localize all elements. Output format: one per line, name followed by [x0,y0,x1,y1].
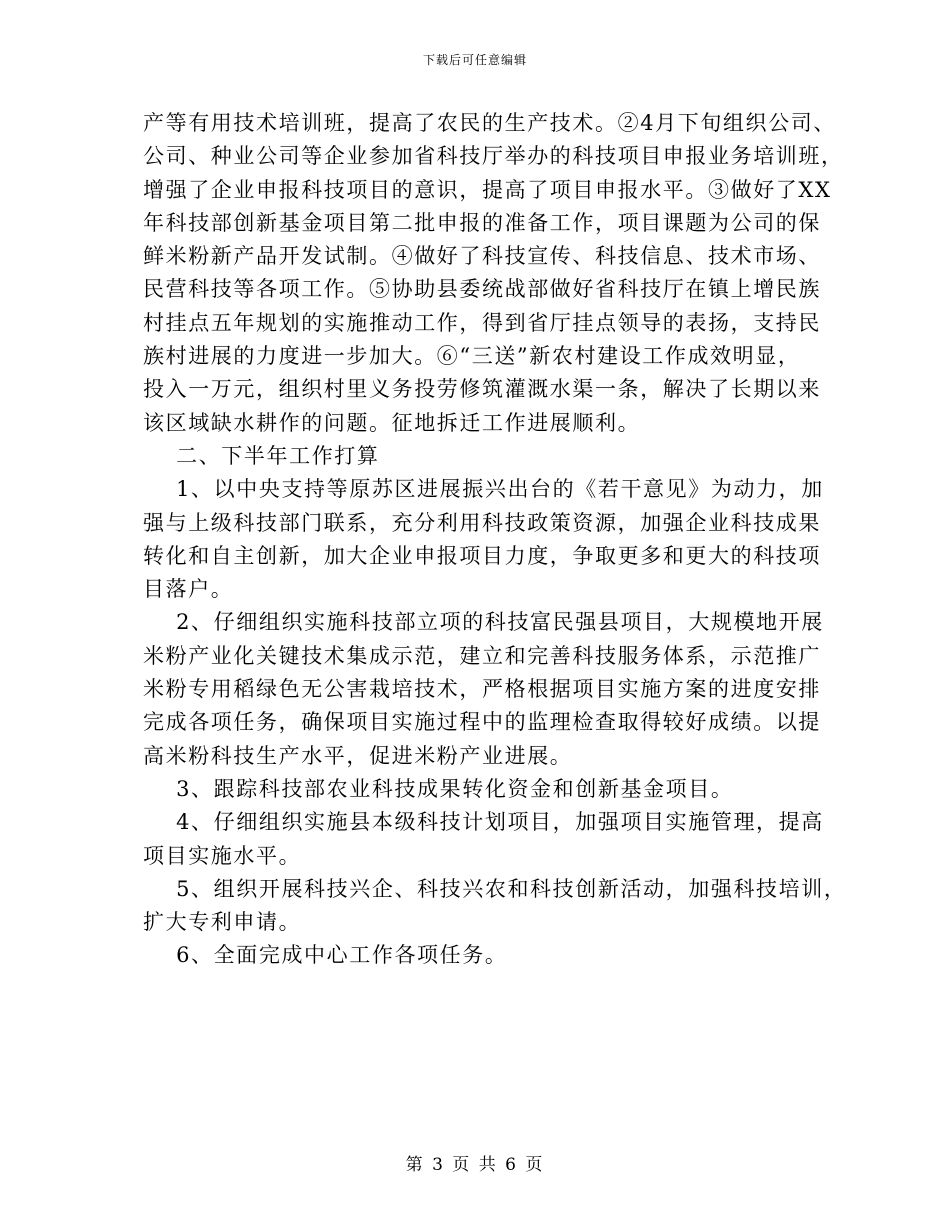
body-line: 2、仔细组织实施科技部立项的科技富民强县项目，大规模地开展 [143,610,824,635]
body-line: 3、跟踪科技部农业科技成果转化资金和创新基金项目。 [143,776,734,801]
body-line: 1、以中央支持等原苏区进展振兴出台的《若干意见》为动力，加 [143,477,824,502]
body-line: 公司、种业公司等企业参加省科技厅举办的科技项目申报业务培训班， [143,144,844,169]
body-line: 投入一万元，组织村里义务投劳修筑灌溉水渠一条，解决了长期以来 [143,377,821,402]
body-line: 增强了企业申报科技项目的意识，提高了项目申报水平。③做好了XX [143,177,832,202]
body-line: 年科技部创新基金项目第二批申报的准备工作，项目课题为公司的保 [143,210,821,235]
body-line: 4、仔细组织实施县本级科技计划项目，加强项目实施管理，提高 [143,810,824,835]
body-line: 5、组织开展科技兴企、科技兴农和科技创新活动，加强科技培训， [143,876,847,901]
body-line: 目落户。 [143,577,234,602]
body-line: 项目实施水平。 [143,843,302,868]
body-line: 族村进展的力度进一步加大。⑥“三送”新农村建设工作成效明显， [143,344,801,369]
body-line: 产等有用技术培训班，提高了农民的生产技术。②4月下旬组织公司、 [143,111,836,135]
body-line: 米粉产业化关键技术集成示范，建立和完善科技服务体系，示范推广 [143,643,821,668]
body-line: 扩大专利申请。 [143,910,302,935]
body-line: 米粉专用稻绿色无公害栽培技术，严格根据项目实施方案的进度安排 [143,677,821,702]
body-line: 转化和自主创新，加大企业申报项目力度，争取更多和更大的科技项 [143,543,821,568]
body-line: 民营科技等各项工作。⑤协助县委统战部做好省科技厅在镇上增民族 [143,277,821,302]
page-header-note: 下载后可任意编辑 [422,53,527,67]
body-line: 村挂点五年规划的实施推动工作，得到省厅挂点领导的表扬，支持民 [143,310,821,335]
body-line: 6、全面完成中心工作各项任务。 [143,943,508,968]
page-number-footer: 第 3 页 共 6 页 [405,1155,545,1175]
body-line: 该区域缺水耕作的问题。征地拆迁工作进展顺利。 [143,410,641,435]
body-line: 高米粉科技生产水平，促进米粉产业进展。 [143,743,573,768]
body-line: 完成各项任务，确保项目实施过程中的监理检查取得较好成绩。以提 [143,710,821,735]
section-heading: 二、下半年工作打算 [143,443,380,468]
document-body [143,107,847,973]
body-line: 强与上级科技部门联系，充分利用科技政策资源，加强企业科技成果 [143,510,821,535]
body-line: 鲜米粉新产品开发试制。④做好了科技宣传、科技信息、技术市场、 [143,244,821,269]
